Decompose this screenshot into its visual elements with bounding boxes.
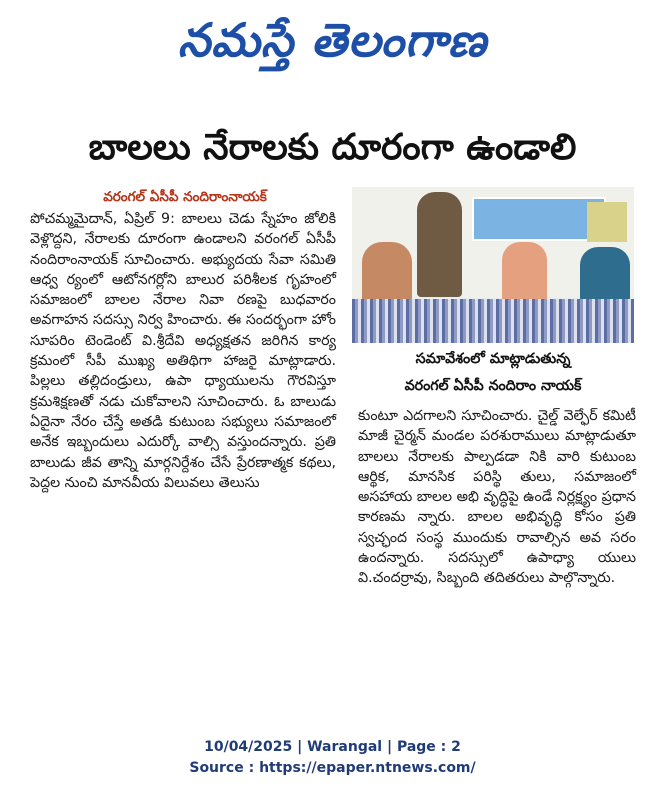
photo-person-seated-right	[580, 247, 630, 302]
photo-person-seated-center	[502, 242, 547, 302]
photo-wall-poster	[472, 197, 606, 241]
article-body-right-column	[358, 406, 636, 589]
article-body-left-column	[30, 209, 336, 493]
article-headline: బాలలు నేరాలకు దూరంగా ఉండాలి	[88, 127, 577, 168]
article-paragraph-right: కుంటూ ఎదగాలని సూచించారు. చైల్డ్ వెల్ఫేర్ కమిటీ మాజీ చైర్మన్ మండల పరశురాములు మాట్లాడుతూ బాలలు నేరాలకు పాల్పడడా నికి వారి కుటుంబ ఆర్థిక, మానసిక పరిస్థి తులు, సమాజంలో అసహాయ బాలల అభి వృద్ధిపై ఉండే నిర్లక్ష్యం ప్రధాన కారణమ న్నారు. బాలల అభివృద్ధి కోసం ప్రతి స్వచ్ఛంద సంస్థ ముందుకు రావాల్సిన అవ సరం ఉందన్నారు. సదస్సులో ఉపాధ్యా యులు వి.చందర్రావు, సిబ్బంది తదితరులు పాల్గొన్నారు.	[358, 408, 636, 587]
article-photo	[352, 187, 634, 343]
photo-caption	[352, 346, 634, 402]
masthead-logo: నమస్తే తెలంగాణ	[177, 13, 488, 67]
photo-table-cloth	[352, 299, 634, 343]
footer-edition-info: 10/04/2025 | Warangal | Page : 2	[204, 739, 461, 755]
footer-source-link[interactable]: Source : https://epaper.ntnews.com/	[189, 760, 476, 776]
photo-wall-poster-small	[587, 202, 627, 242]
photo-caption-line-1: సమావేశంలో మాట్లాడుతున్న	[415, 351, 571, 367]
page-footer	[0, 737, 665, 779]
photo-person-seated-left	[362, 242, 412, 302]
photo-person-speaking-officer	[417, 192, 462, 297]
article-byline: వరంగల్ ఏసీపీ నందిరాంనాయక్	[103, 189, 267, 205]
article-paragraph-left: పోచమ్మమైదాన్, ఏప్రిల్ 9: బాలలు చెడు స్నేహం జోలికి వెళ్లొద్దని, నేరాలకు దూరంగా ఉండాలని వరంగల్ ఏసీపీ నందిరాంనాయక్ సూచించారు. అభ్యుదయ సేవా సమితి ఆధ్వ ర్యంలో ఆటోనగర్లోని బాలుర పరిశీలక గృహంలో సమాజంలో బాలల నేరాల నివా రణపై బుధవారం అవగాహన సదస్సు నిర్వ హించారు. ఈ సందర్భంగా హోం సూపరిం టెండెంట్ వి.శ్రీదేవి అధ్యక్షతన జరిగిన కార్య క్రమంలో సీపీ ముఖ్య అతిథిగా హాజరై మాట్లాడారు. పిల్లలు తల్లిదండ్రులు, ఉపా ధ్యాయులను గౌరవిస్తూ క్రమశిక్షణతో నడు చుకోవాలని సూచించారు. ఓ బాలుడు ఏదైనా నేరం చేస్తే అతడి కుటుంబ సభ్యులు సమాజంలో అనేక ఇబ్బందులు ఎదుర్కో వాల్సి వస్తుందన్నారు. ప్రతి బాలుడు జీవ తాన్ని మార్గనిర్దేశం చేసే ప్రేరణాత్మక కథలు, పెద్దల నుంచి మానవీయ విలువలు తెలుసు	[30, 211, 336, 491]
photo-caption-line-2: వరంగల్ ఏసీపీ నందిరాం నాయక్	[404, 378, 582, 394]
